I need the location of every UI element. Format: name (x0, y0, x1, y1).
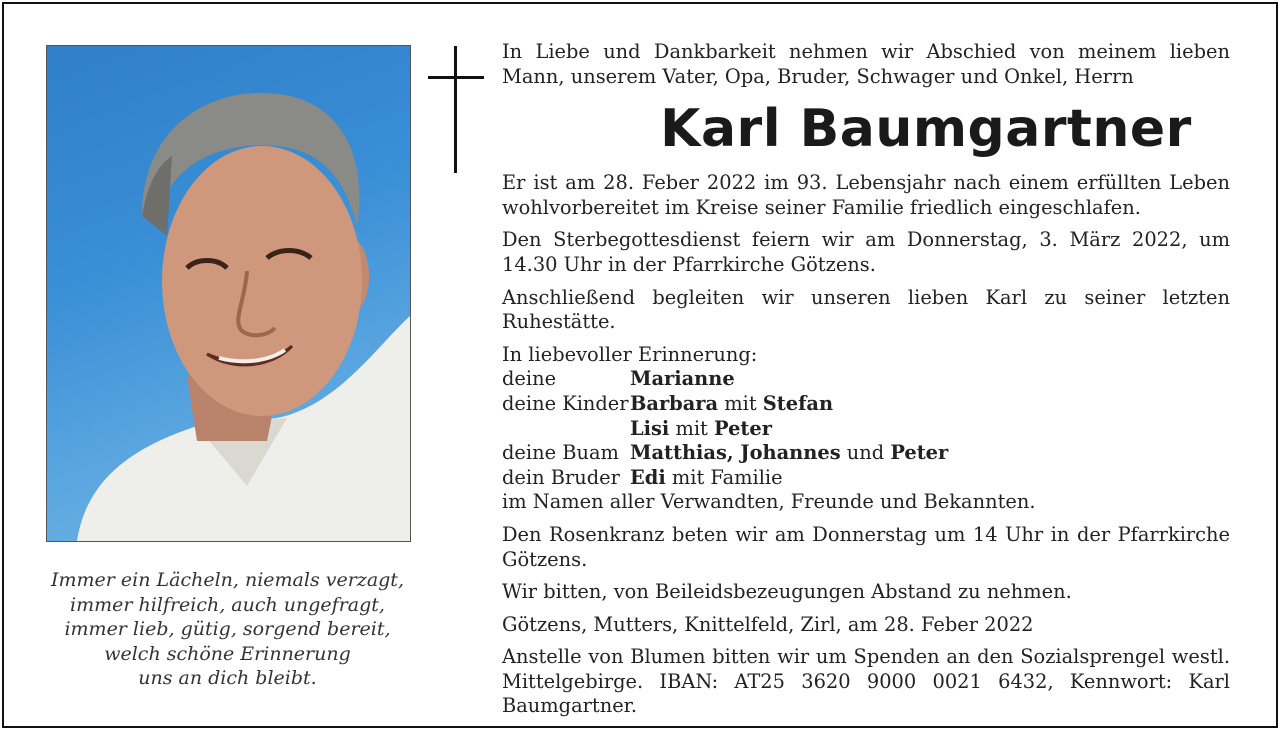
poem-line: immer lieb, gütig, sorgend bereit, (64, 618, 391, 640)
paragraph: Den Rosenkranz beten wir am Donnerstag um 14 Uhr in der Pfarrkirche Götzens. (502, 522, 1230, 571)
family-name: Peter (714, 416, 772, 440)
cross-icon-bar (428, 76, 484, 79)
family-name: Barbara (630, 391, 719, 415)
relation: deine (502, 367, 557, 391)
family-list (502, 343, 1230, 515)
connector: mit (718, 391, 763, 415)
family-row (502, 441, 1230, 466)
family-row (502, 466, 1230, 491)
family-name: Matthias, Johannes (630, 441, 841, 465)
intro-text: In Liebe und Dankbarkeit nehmen wir Abschied von meinem lieben Mann, unserem Vater, Opa, Bruder, Schwager und Onkel, Herrn (502, 40, 1230, 88)
deceased-name: Karl Baumgartner (660, 99, 1192, 160)
family-heading: In liebevoller Erinnerung: (502, 342, 758, 366)
relation: deine Buam (502, 441, 619, 465)
family-name: Lisi (630, 416, 670, 440)
family-name: Stefan (762, 391, 834, 415)
connector: und (840, 441, 891, 465)
family-row (502, 417, 1230, 442)
connector: mit (669, 416, 715, 440)
connector: mit Familie (665, 465, 783, 489)
family-name: Peter (890, 441, 949, 465)
paragraph: Anstelle von Blumen bitten wir um Spenden an den Sozialsprengel westl. Mittelgebirge. IBAN: AT25 3620 9000 0021 6432, Kennwort: Karl Baumgartner. (502, 645, 1230, 718)
cross-icon (454, 46, 457, 173)
relation: deine Kinder (502, 391, 629, 415)
poem-line: welch schöne Erinnerung (104, 642, 351, 665)
family-closing: im Namen aller Verwandten, Freunde und Bekannten. (502, 490, 1036, 514)
portrait-photo (46, 45, 411, 542)
paragraph: Er ist am 28. Feber 2022 im 93. Lebensjahr nach einem erfüllten Leben wohlvorbereitet im Kreise seiner Familie friedlich eingeschlafen. (502, 171, 1230, 219)
relation: dein Bruder (502, 465, 620, 489)
paragraph: Den Sterbegottesdienst feiern wir am Donnerstag, 3. März 2022, um 14.30 Uhr in der Pfarrkirche Götzens. (502, 228, 1230, 276)
family-row (502, 392, 1230, 417)
family-name: Marianne (630, 367, 735, 391)
family-name: Edi (630, 465, 666, 489)
obituary-text (502, 40, 1230, 719)
paragraph: Götzens, Mutters, Knittelfeld, Zirl, am 28. Feber 2022 (502, 612, 1034, 636)
memorial-poem (30, 568, 425, 691)
poem-line: uns an dich bleibt. (138, 667, 317, 689)
paragraph: Wir bitten, von Beileidsbezeugungen Abstand zu nehmen. (502, 580, 1072, 604)
family-row (502, 367, 1230, 392)
poem-line: immer hilfreich, auch ungefragt, (70, 593, 385, 616)
poem-line: Immer ein Lächeln, niemals verzagt, (51, 569, 404, 591)
paragraph: Anschließend begleiten wir unseren lieben Karl zu seiner letzten Ruhestätte. (502, 285, 1230, 334)
